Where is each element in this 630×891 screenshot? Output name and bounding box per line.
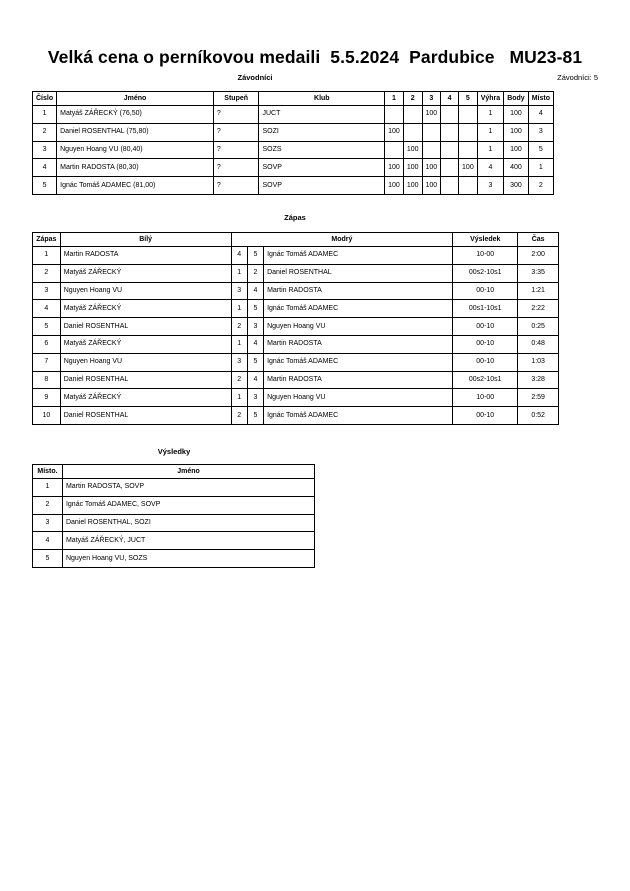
cell-club: SOVP bbox=[259, 177, 385, 195]
col-header: 2 bbox=[403, 92, 422, 106]
cell-white: Nguyen Hoang VU bbox=[60, 282, 231, 300]
cell-round: 100 bbox=[403, 177, 422, 195]
cell-points: 400 bbox=[504, 159, 529, 177]
cell-match-number: 6 bbox=[33, 335, 61, 353]
table-row bbox=[33, 247, 559, 265]
table-row bbox=[33, 300, 559, 318]
cell-round: 100 bbox=[403, 159, 422, 177]
cell-blue-number: 4 bbox=[247, 371, 263, 389]
col-header: Jméno bbox=[57, 92, 214, 106]
cell-points: 100 bbox=[504, 106, 529, 124]
cell-blue-number: 3 bbox=[247, 389, 263, 407]
cell-place: 5 bbox=[33, 550, 63, 568]
cell-blue-number: 2 bbox=[247, 264, 263, 282]
cell-result: 00s2-10s1 bbox=[453, 264, 518, 282]
cell-blue-number: 5 bbox=[247, 353, 263, 371]
col-header: Výhra bbox=[477, 92, 503, 106]
cell-round bbox=[459, 141, 478, 159]
table-row bbox=[33, 353, 559, 371]
cell-name: Daniel ROSENTHAL, SOZI bbox=[62, 514, 314, 532]
cell-blue: Nguyen Hoang VU bbox=[264, 318, 453, 336]
cell-place: 1 bbox=[33, 479, 63, 497]
cell-grade: ? bbox=[213, 106, 259, 124]
cell-time: 0:52 bbox=[518, 407, 559, 425]
cell-white: Matyáš ZÁŘECKÝ bbox=[60, 300, 231, 318]
table-row bbox=[33, 106, 554, 124]
cell-round bbox=[459, 177, 478, 195]
cell-white-number: 2 bbox=[231, 371, 247, 389]
cell-grade: ? bbox=[213, 159, 259, 177]
cell-points: 300 bbox=[504, 177, 529, 195]
cell-time: 2:22 bbox=[518, 300, 559, 318]
cell-wins: 1 bbox=[477, 123, 503, 141]
col-header: Jméno bbox=[62, 465, 314, 479]
cell-round bbox=[422, 123, 441, 141]
table-row bbox=[33, 550, 315, 568]
cell-round bbox=[385, 106, 404, 124]
cell-time: 2:00 bbox=[518, 247, 559, 265]
cell-round: 100 bbox=[385, 123, 404, 141]
cell-blue: Nguyen Hoang VU bbox=[264, 389, 453, 407]
cell-result: 00-10 bbox=[453, 335, 518, 353]
cell-points: 100 bbox=[504, 123, 529, 141]
cell-round bbox=[422, 141, 441, 159]
cell-place: 4 bbox=[33, 532, 63, 550]
cell-round bbox=[403, 106, 422, 124]
cell-white-number: 4 bbox=[231, 247, 247, 265]
table-row bbox=[33, 496, 315, 514]
cell-blue-number: 3 bbox=[247, 318, 263, 336]
cell-white: Daniel ROSENTHAL bbox=[60, 371, 231, 389]
cell-match-number: 10 bbox=[33, 407, 61, 425]
cell-white: Matyáš ZÁŘECKÝ bbox=[60, 335, 231, 353]
competitors-heading: Závodníci bbox=[237, 73, 273, 82]
cell-name: Martin RADOSTA, SOVP bbox=[62, 479, 314, 497]
table-row bbox=[33, 123, 554, 141]
col-header: 3 bbox=[422, 92, 441, 106]
col-header: Výsledek bbox=[453, 233, 518, 247]
cell-round: 100 bbox=[459, 159, 478, 177]
cell-name: Nguyen Hoang VU, SOZS bbox=[62, 550, 314, 568]
competitors-count: Závodníci: 5 bbox=[557, 73, 598, 82]
cell-match-number: 9 bbox=[33, 389, 61, 407]
cell-number: 2 bbox=[33, 123, 57, 141]
cell-place: 5 bbox=[528, 141, 553, 159]
cell-place: 2 bbox=[528, 177, 553, 195]
table-row bbox=[33, 407, 559, 425]
table-row bbox=[33, 141, 554, 159]
cell-round bbox=[441, 177, 459, 195]
cell-round: 100 bbox=[422, 177, 441, 195]
cell-time: 3:35 bbox=[518, 264, 559, 282]
table-row bbox=[33, 159, 554, 177]
cell-white: Matyáš ZÁŘECKÝ bbox=[60, 264, 231, 282]
cell-white-number: 3 bbox=[231, 282, 247, 300]
cell-match-number: 7 bbox=[33, 353, 61, 371]
cell-round: 100 bbox=[422, 106, 441, 124]
col-header: 5 bbox=[459, 92, 478, 106]
cell-time: 1:21 bbox=[518, 282, 559, 300]
cell-white-number: 1 bbox=[231, 300, 247, 318]
col-header: Klub bbox=[259, 92, 385, 106]
col-header: Čas bbox=[518, 233, 559, 247]
cell-result: 00s2-10s1 bbox=[453, 371, 518, 389]
page-title: Velká cena o perníkovou medaili 5.5.2024 Pardubice MU23-81 bbox=[47, 47, 583, 67]
cell-round: 100 bbox=[385, 159, 404, 177]
cell-white-number: 1 bbox=[231, 335, 247, 353]
cell-round bbox=[441, 106, 459, 124]
cell-result: 00-10 bbox=[453, 407, 518, 425]
cell-time: 3:28 bbox=[518, 371, 559, 389]
cell-wins: 1 bbox=[477, 141, 503, 159]
cell-number: 4 bbox=[33, 159, 57, 177]
cell-round: 100 bbox=[422, 159, 441, 177]
matches-table bbox=[32, 232, 559, 425]
cell-number: 1 bbox=[33, 106, 57, 124]
cell-match-number: 5 bbox=[33, 318, 61, 336]
matches-heading: Zápas bbox=[284, 213, 306, 222]
cell-place: 4 bbox=[528, 106, 553, 124]
cell-round: 100 bbox=[385, 177, 404, 195]
cell-white: Daniel ROSENTHAL bbox=[60, 318, 231, 336]
cell-points: 100 bbox=[504, 141, 529, 159]
cell-match-number: 2 bbox=[33, 264, 61, 282]
cell-time: 0:48 bbox=[518, 335, 559, 353]
cell-result: 00-10 bbox=[453, 318, 518, 336]
cell-round bbox=[441, 141, 459, 159]
cell-name: Matyáš ZÁŘECKÝ (76,50) bbox=[57, 106, 214, 124]
cell-match-number: 1 bbox=[33, 247, 61, 265]
cell-blue: Ignác Tomáš ADAMEC bbox=[264, 353, 453, 371]
cell-round bbox=[385, 141, 404, 159]
cell-blue: Ignác Tomáš ADAMEC bbox=[264, 407, 453, 425]
cell-round bbox=[459, 123, 478, 141]
col-header: Číslo bbox=[33, 92, 57, 106]
cell-name: Matyáš ZÁŘECKÝ, JUCT bbox=[62, 532, 314, 550]
table-row bbox=[33, 177, 554, 195]
cell-round: 100 bbox=[403, 141, 422, 159]
col-header: 1 bbox=[385, 92, 404, 106]
cell-club: SOZS bbox=[259, 141, 385, 159]
cell-blue: Ignác Tomáš ADAMEC bbox=[264, 300, 453, 318]
cell-round bbox=[441, 159, 459, 177]
cell-place: 3 bbox=[528, 123, 553, 141]
cell-grade: ? bbox=[213, 141, 259, 159]
cell-place: 2 bbox=[33, 496, 63, 514]
results-heading: Výsledky bbox=[157, 447, 191, 456]
cell-result: 10-00 bbox=[453, 247, 518, 265]
cell-number: 3 bbox=[33, 141, 57, 159]
cell-name: Martin RADOSTA (80,30) bbox=[57, 159, 214, 177]
cell-white: Matyáš ZÁŘECKÝ bbox=[60, 389, 231, 407]
cell-round bbox=[403, 123, 422, 141]
cell-wins: 3 bbox=[477, 177, 503, 195]
cell-match-number: 4 bbox=[33, 300, 61, 318]
cell-match-number: 3 bbox=[33, 282, 61, 300]
col-header: Body bbox=[504, 92, 529, 106]
cell-blue-number: 5 bbox=[247, 407, 263, 425]
cell-result: 00-10 bbox=[453, 353, 518, 371]
cell-place: 1 bbox=[528, 159, 553, 177]
cell-round bbox=[441, 123, 459, 141]
cell-number: 5 bbox=[33, 177, 57, 195]
table-row bbox=[33, 264, 559, 282]
cell-white: Nguyen Hoang VU bbox=[60, 353, 231, 371]
cell-result: 00-10 bbox=[453, 282, 518, 300]
cell-blue: Ignác Tomáš ADAMEC bbox=[264, 247, 453, 265]
table-row bbox=[33, 532, 315, 550]
col-header: Místo bbox=[528, 92, 553, 106]
competitors-header-row bbox=[33, 92, 554, 106]
col-header: 4 bbox=[441, 92, 459, 106]
table-row bbox=[33, 335, 559, 353]
cell-blue-number: 5 bbox=[247, 300, 263, 318]
cell-result: 00s1-10s1 bbox=[453, 300, 518, 318]
col-header: Zápas bbox=[33, 233, 61, 247]
cell-name: Daniel ROSENTHAL (75,80) bbox=[57, 123, 214, 141]
cell-white: Daniel ROSENTHAL bbox=[60, 407, 231, 425]
cell-white-number: 3 bbox=[231, 353, 247, 371]
col-header: Bílý bbox=[60, 233, 231, 247]
results-header-row bbox=[33, 465, 315, 479]
competitors-table bbox=[32, 91, 554, 195]
cell-white-number: 1 bbox=[231, 389, 247, 407]
cell-match-number: 8 bbox=[33, 371, 61, 389]
cell-time: 1:03 bbox=[518, 353, 559, 371]
cell-blue: Martin RADOSTA bbox=[264, 371, 453, 389]
cell-name: Nguyen Hoang VU (80,40) bbox=[57, 141, 214, 159]
cell-wins: 4 bbox=[477, 159, 503, 177]
cell-blue-number: 4 bbox=[247, 335, 263, 353]
table-row bbox=[33, 479, 315, 497]
cell-club: JUCT bbox=[259, 106, 385, 124]
cell-time: 2:59 bbox=[518, 389, 559, 407]
col-header: Stupeň bbox=[213, 92, 259, 106]
table-row bbox=[33, 514, 315, 532]
cell-club: SOZI bbox=[259, 123, 385, 141]
cell-name: Ignác Tomáš ADAMEC (81,00) bbox=[57, 177, 214, 195]
table-row bbox=[33, 282, 559, 300]
table-row bbox=[33, 371, 559, 389]
cell-blue-number: 4 bbox=[247, 282, 263, 300]
cell-white: Martin RADOSTA bbox=[60, 247, 231, 265]
cell-grade: ? bbox=[213, 123, 259, 141]
cell-time: 0:25 bbox=[518, 318, 559, 336]
cell-place: 3 bbox=[33, 514, 63, 532]
results-table bbox=[32, 464, 315, 568]
cell-white-number: 1 bbox=[231, 264, 247, 282]
col-header: Modrý bbox=[231, 233, 453, 247]
cell-blue-number: 5 bbox=[247, 247, 263, 265]
cell-blue: Daniel ROSENTHAL bbox=[264, 264, 453, 282]
cell-result: 10-00 bbox=[453, 389, 518, 407]
table-row bbox=[33, 318, 559, 336]
cell-wins: 1 bbox=[477, 106, 503, 124]
cell-white-number: 2 bbox=[231, 318, 247, 336]
cell-white-number: 2 bbox=[231, 407, 247, 425]
cell-blue: Martin RADOSTA bbox=[264, 335, 453, 353]
table-row bbox=[33, 389, 559, 407]
col-header: Místo. bbox=[33, 465, 63, 479]
matches-header-row bbox=[33, 233, 559, 247]
cell-blue: Martin RADOSTA bbox=[264, 282, 453, 300]
cell-round bbox=[459, 106, 478, 124]
cell-club: SOVP bbox=[259, 159, 385, 177]
cell-name: Ignác Tomáš ADAMEC, SOVP bbox=[62, 496, 314, 514]
cell-grade: ? bbox=[213, 177, 259, 195]
